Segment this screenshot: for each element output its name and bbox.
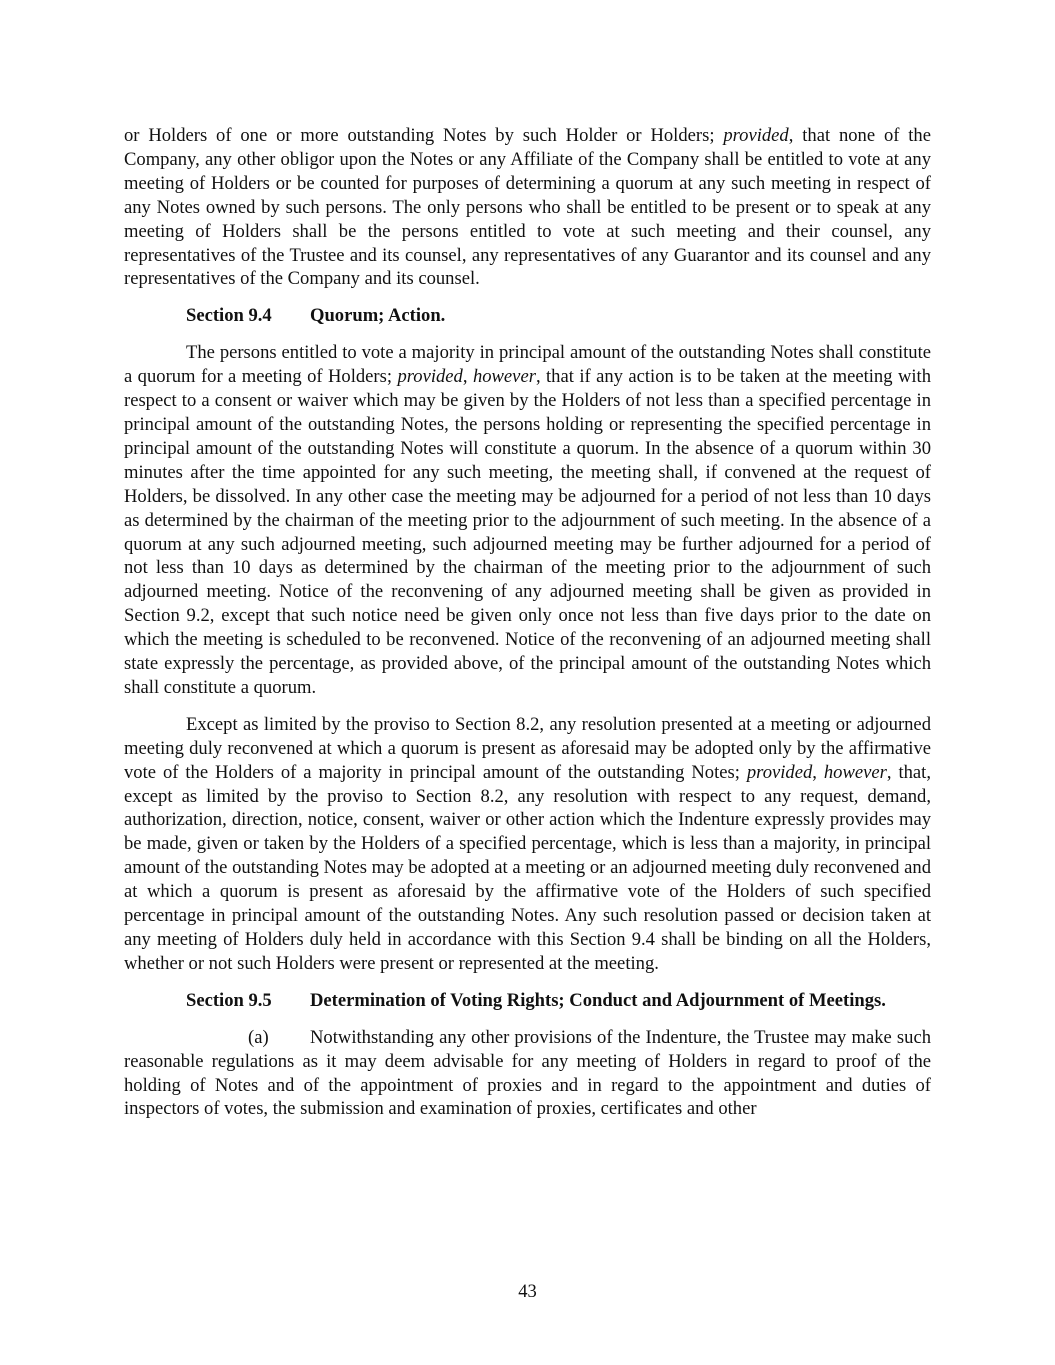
text-run: , (462, 366, 473, 388)
paragraph-subsection-a (124, 1026, 931, 1122)
document-page (124, 124, 931, 1121)
text-run: , that, except as limited by the proviso to Section 8.2, any resolution with respect to any request, demand, authorization, direction, notice, consent, waiver or other action which the Indenture expressly provides may be made, given or taken by the Holders of a specified percentage, which is less than a majority, in principal amount of the outstanding Notes may be adopted at a meeting or an adjourned meeting duly reconvened and at which a quorum is present as aforesaid by the affirmative vote of the Holders of such specified percentage in principal amount of the outstanding Notes. Any such resolution passed or decision taken at any meeting of Holders duly held in accordance with this Section 9.4 shall be binding on all the Holders, whether or not such Holders were present or represented at the meeting. (124, 761, 931, 974)
subsection-label: (a) (248, 1026, 269, 1048)
paragraph-holders-voting (124, 124, 931, 291)
paragraph-quorum (124, 341, 931, 700)
section-number: Section 9.5 (186, 989, 272, 1011)
italic-term: however (823, 761, 887, 783)
text-run: or Holders of one or more outstanding Notes by such Holder or Holders; (124, 125, 724, 146)
page-number: 43 (518, 1281, 537, 1302)
italic-term: however (472, 366, 536, 388)
text-run: , that if any action is to be taken at the meeting with respect to a consent or waiver which may be given by the Holders of not less than a specified percentage in principal amount of the outstanding Notes, the persons holding or representing the specified percentage in principal amount of the outstanding Notes will constitute a quorum. In the absence of a quorum within 30 minutes after the time appointed for any such meeting, the meeting shall, if convened at the request of Holders, be dissolved. In any other case the meeting may be adjourned for a period of not less than 10 days as determined by the chairman of the meeting prior to the adjournment of such meeting. In the absence of a quorum at any such adjourned meeting, such adjourned meeting may be further adjourned for a period of not less than 10 days as determined by the chairman of the meeting prior to the adjournment of such adjourned meeting. Notice of the reconvening of any adjourned meeting shall be given as provided in Section 9.2, except that such notice need be given only once not less than five days prior to the date on which the meeting is scheduled to be reconvened. Notice of the reconvening of an adjourned meeting shall state expressly the percentage, as provided above, of the principal amount of the outstanding Notes which shall constitute a quorum. (124, 366, 932, 698)
paragraph-resolution (124, 713, 931, 976)
section-heading-9-4 (124, 304, 931, 328)
text-run: The persons entitled to vote a majority in principal amount of the outstanding Notes shall constitute a quorum for a meeting of Holders; (124, 342, 931, 388)
text-run: Notwithstanding any other provisions of the Indenture, the Trustee may make such reasonable regulations as it may deem advisable for any meeting of Holders in regard to proof of the holding of Notes and of the appointment of proxies and in regard to the appointment and duties of inspectors of votes, the submission and examination of proxies, certificates and other (124, 1026, 931, 1120)
section-number: Section 9.4 (186, 305, 272, 327)
section-title: Determination of Voting Rights; Conduct and Adjournment of Meetings. (310, 989, 886, 1011)
text-run: , (812, 761, 824, 783)
italic-term: provided (746, 761, 813, 783)
section-title: Quorum; Action. (310, 305, 446, 327)
italic-term: provided (397, 366, 463, 388)
section-heading-9-5 (124, 989, 931, 1013)
italic-term: provided (723, 125, 789, 146)
text-run: , that none of the Company, any other obligor upon the Notes or any Affiliate of the Company shall be entitled to vote at any meeting of Holders or be counted for purposes of determining a quorum at any such meeting in respect of any Notes owned by such persons. The only persons who shall be entitled to be present or to speak at any meeting of Holders shall be the persons entitled to vote at such meeting and their counsel, any representatives of the Trustee and its counsel, any representatives of any Guarantor and its counsel and any representatives of the Company and its counsel. (124, 125, 931, 290)
text-run: Except as limited by the proviso to Section 8.2, any resolution presented at a meeting or adjourned meeting duly reconvened at which a quorum is present as aforesaid may be adopted only by the affirmative vote of the Holders of a majority in principal amount of the outstanding Notes; (124, 713, 931, 783)
